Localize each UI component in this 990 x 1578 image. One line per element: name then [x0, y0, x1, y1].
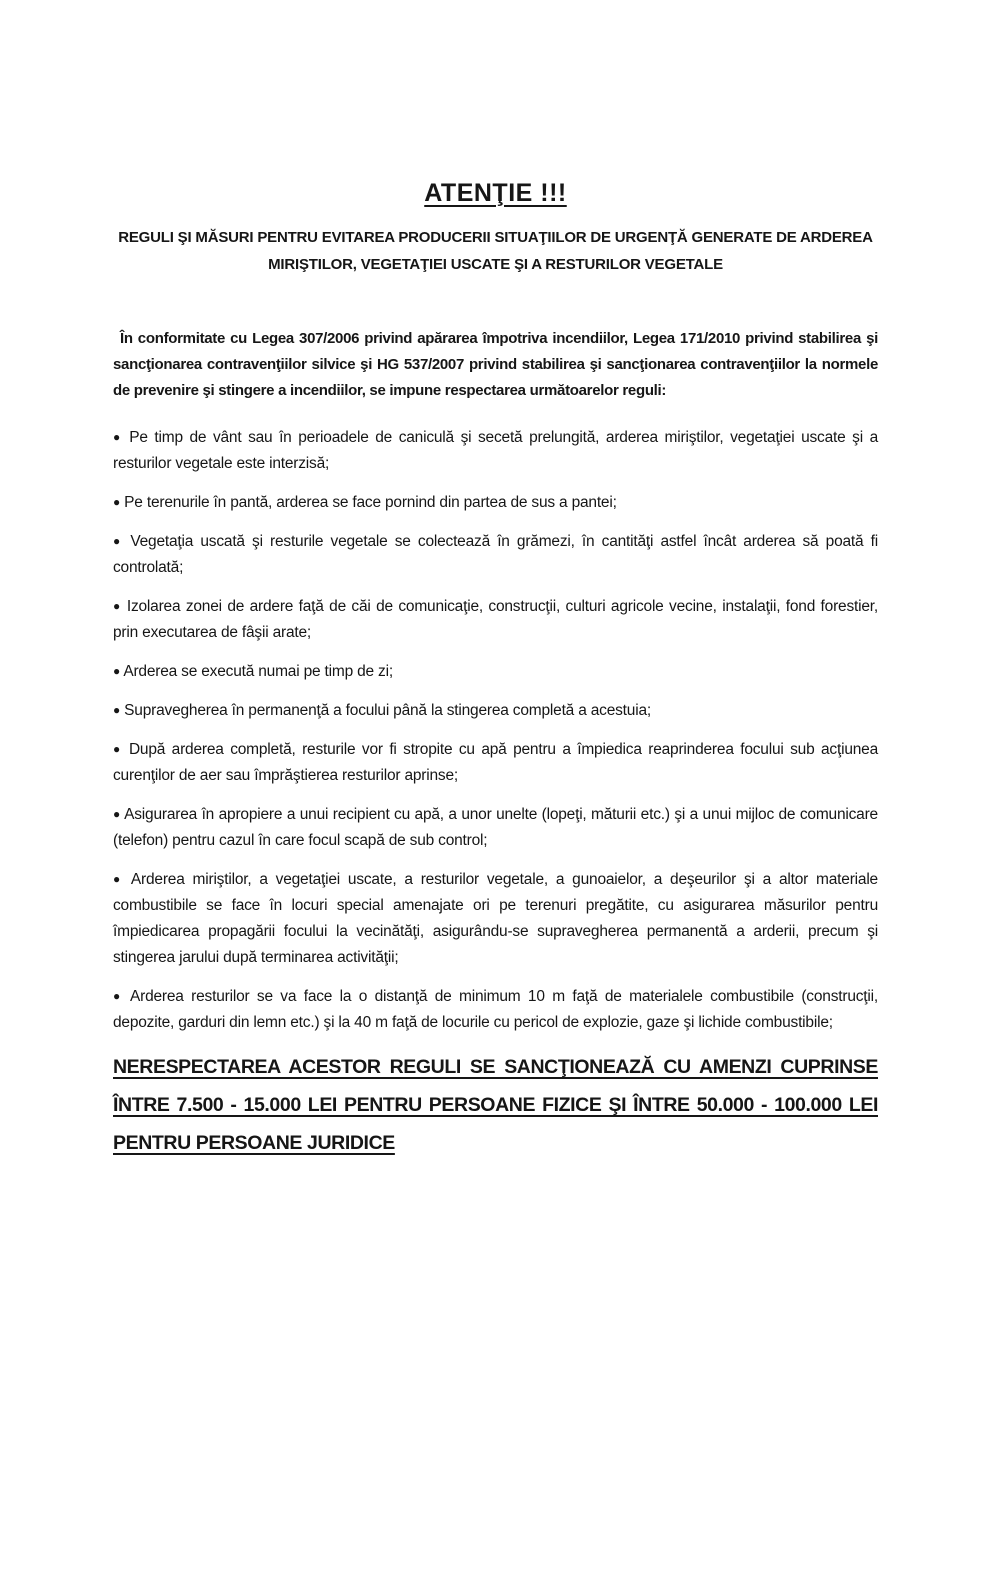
page-title	[113, 178, 878, 208]
rule-item	[113, 489, 878, 516]
rule-text: Arderea resturilor se va face la o distanţă de minimum 10 m faţă de materialele combustibile (construcţii, depozite, garduri din lemn etc.) şi la 40 m faţă de locurile cu pericol de explozie, gaze şi lichide combustibile;	[113, 988, 878, 1031]
rule-text: După arderea completă, resturile vor fi stropite cu apă pentru a împiedica reaprinderea focului sub acţiunea curenţilor de aer sau împrăştierea resturilor aprinse;	[113, 741, 878, 784]
subtitle: REGULI ŞI MĂSURI PENTRU EVITAREA PRODUCERII SITUAŢIILOR DE URGENŢĂ GENERATE DE ARDEREA MIRIŞTILOR, VEGETAŢIEI USCATE ŞI A RESTURILOR VEGETALE	[118, 229, 873, 273]
rule-text: Pe terenurile în pantă, arderea se face pornind din partea de sus a pantei;	[124, 494, 617, 511]
rule-item	[113, 424, 878, 477]
rule-text: Pe timp de vânt sau în perioadele de caniculă şi secetă prelungită, arderea miriştilor, vegetaţiei uscate şi a resturilor vegetale este interzisă;	[113, 429, 879, 472]
rule-item	[113, 983, 878, 1036]
bullet-icon: ●	[113, 742, 123, 756]
document-page	[0, 178, 990, 1578]
intro-paragraph: În conformitate cu Legea 307/2006 privind apărarea împotriva incendiilor, Legea 171/2010 privind stabilirea şi sancţionarea contravenţiilor silvice şi HG 537/2007 privind stabilirea şi sancţionarea contravenţiilor la normele de prevenire şi stingere a incendiilor, se impune respectarea următoarelor reguli:	[113, 330, 878, 399]
rule-item	[113, 528, 878, 581]
rule-text: Izolarea zonei de ardere faţă de căi de comunicaţie, construcţii, culturi agricole vecine, instalaţii, fond forestier, prin executarea de fâşii arate;	[113, 598, 878, 641]
rule-item	[113, 697, 878, 724]
rule-item	[113, 866, 878, 971]
rule-item	[113, 593, 878, 646]
bullet-icon: ●	[113, 599, 122, 613]
rule-item	[113, 736, 878, 789]
rule-item	[113, 801, 878, 854]
rules-list	[113, 424, 878, 1036]
bullet-icon: ●	[113, 664, 121, 678]
bullet-icon: ●	[113, 703, 121, 717]
rule-text: Vegetaţia uscată şi resturile vegetale se colectează în grămezi, în cantităţi astfel încât arderea să poată fi controlată;	[113, 533, 879, 576]
rule-text: Asigurarea în apropiere a unui recipient cu apă, a unor unelte (lopeţi, măturii etc.) şi a unui mijloc de comunicare (telefon) pentru cazul în care focul scapă de sub control;	[113, 806, 878, 849]
bullet-icon: ●	[113, 430, 123, 444]
bullet-icon: ●	[113, 807, 121, 821]
bullet-icon: ●	[113, 495, 121, 509]
page-title-text: ATENŢIE !!!	[424, 179, 567, 207]
rule-item	[113, 658, 878, 685]
bullet-icon: ●	[113, 989, 124, 1003]
bullet-icon: ●	[113, 872, 124, 886]
rule-text: Supravegherea în permanenţă a focului până la stingerea completă a acestuia;	[124, 702, 651, 719]
sanctions-warning: NERESPECTAREA ACESTOR REGULI SE SANCŢIONEAZĂ CU AMENZI CUPRINSE ÎNTRE 7.500 - 15.000 LEI PENTRU PERSOANE FIZICE ŞI ÎNTRE 50.000 - 100.000 LEI PENTRU PERSOANE JURIDICE	[113, 1056, 878, 1154]
rule-text: Arderea se execută numai pe timp de zi;	[123, 663, 393, 680]
rule-text: Arderea miriştilor, a vegetaţiei uscate, a resturilor vegetale, a gunoaielor, a deşeurilor şi a altor materiale combustibile se face în locuri special amenajate ori pe terenuri pregătite, cu asigurarea măsurilor pentru împiedicarea propagării focului la vecinătăţi, asigurându-se supravegherea permanentă a arderii, precum şi stingerea jarului după terminarea activităţii;	[113, 871, 878, 966]
bullet-icon: ●	[113, 534, 124, 548]
